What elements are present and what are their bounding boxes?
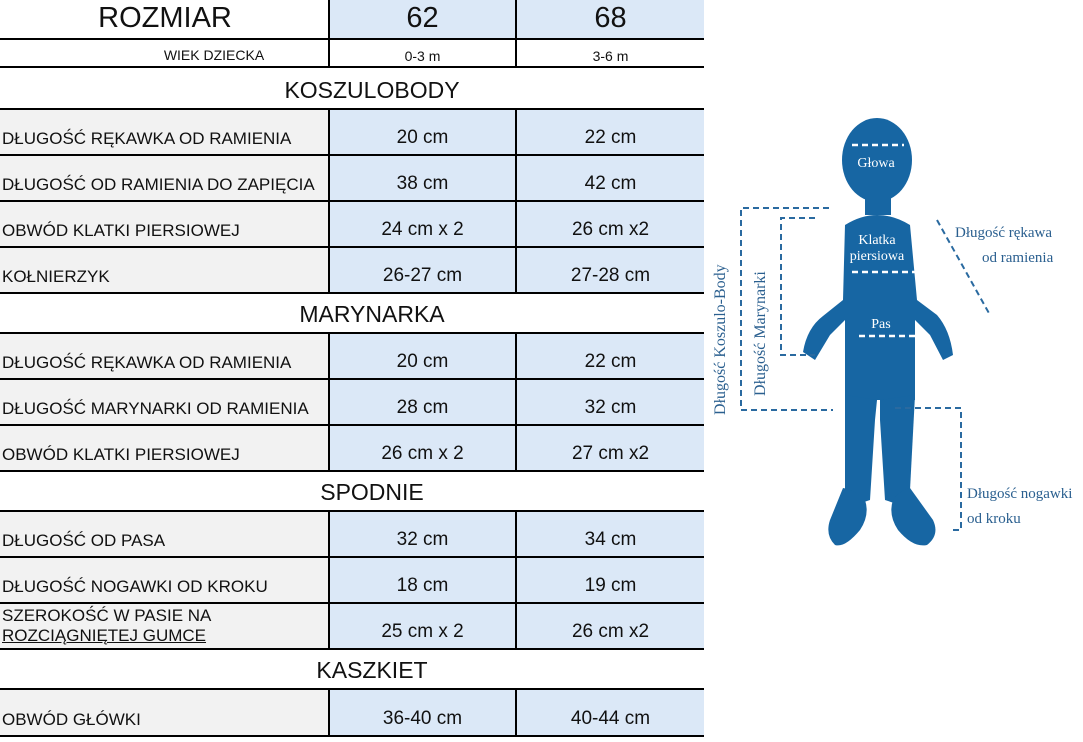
age-62: 0-3 m [330, 40, 517, 66]
row-label: DŁUGOŚĆ OD RAMIENIA DO ZAPIĘCIA [0, 156, 330, 200]
table-row [0, 248, 704, 294]
table-row [0, 334, 704, 380]
table-row [0, 156, 704, 202]
value-68: 27-28 cm [517, 248, 704, 292]
row-label: KOŁNIERZYK [0, 248, 330, 292]
section-title-spodnie: SPODNIE [0, 472, 704, 512]
age-label: WIEK DZIECKA [0, 40, 330, 66]
value-68: 22 cm [517, 110, 704, 154]
chest-label-line1: Klatka [858, 233, 896, 248]
value-62: 25 cm x 2 [330, 604, 517, 648]
row-label: DŁUGOŚĆ OD PASA [0, 512, 330, 556]
value-62: 24 cm x 2 [330, 202, 517, 246]
section-title-marynarka: MARYNARKA [0, 294, 704, 334]
row-label: DŁUGOŚĆ NOGAWKI OD KROKU [0, 558, 330, 602]
value-62: 38 cm [330, 156, 517, 200]
baby-measurement-diagram [705, 0, 1083, 737]
section-title-koszulobody: KOSZULOBODY [0, 68, 704, 110]
value-68: 26 cm x2 [517, 202, 704, 246]
section-title-kaszkiet: KASZKIET [0, 650, 704, 690]
value-68: 22 cm [517, 334, 704, 378]
value-62: 26-27 cm [330, 248, 517, 292]
chest-label-line2: piersiowa [849, 249, 905, 264]
table-row [0, 512, 704, 558]
value-68: 19 cm [517, 558, 704, 602]
value-62: 32 cm [330, 512, 517, 556]
value-62: 26 cm x 2 [330, 426, 517, 470]
age-68: 3-6 m [517, 40, 704, 66]
value-62: 28 cm [330, 380, 517, 424]
value-68: 42 cm [517, 156, 704, 200]
value-62: 20 cm [330, 110, 517, 154]
jacket-length-label: Długość Marynarki [752, 271, 769, 396]
row-label: DŁUGOŚĆ RĘKAWKA OD RAMIENIA [0, 110, 330, 154]
leg-label-line1: Długość nogawki [967, 486, 1073, 502]
row-label: OBWÓD GŁÓWKI [0, 690, 330, 735]
table-row [0, 558, 704, 604]
value-62: 20 cm [330, 334, 517, 378]
header-row [0, 0, 704, 40]
body-length-label: Długość Koszulo-Body [712, 264, 729, 415]
row-label-line-2: ROZCIĄGNIĘTEJ GUMCE [2, 626, 207, 645]
table-row [0, 604, 704, 650]
sleeve-label-line2: od ramienia [982, 250, 1054, 266]
table-row [0, 110, 704, 156]
row-label-line-1: SZEROKOŚĆ W PASIE NA [2, 606, 212, 625]
sleeve-label-line1: Długość rękawa [955, 225, 1053, 241]
head-label: Głowa [857, 156, 895, 171]
value-68: 26 cm x2 [517, 604, 704, 648]
row-label: OBWÓD KLATKI PIERSIOWEJ [0, 426, 330, 470]
value-68: 27 cm x2 [517, 426, 704, 470]
value-62: 36-40 cm [330, 690, 517, 735]
table-row [0, 690, 704, 737]
table-row [0, 380, 704, 426]
value-68: 40-44 cm [517, 690, 704, 735]
row-label [0, 604, 330, 648]
baby-silhouette-icon [705, 0, 1083, 737]
value-68: 34 cm [517, 512, 704, 556]
size-header-label: ROZMIAR [0, 0, 330, 38]
row-label: DŁUGOŚĆ MARYNARKI OD RAMIENIA [0, 380, 330, 424]
row-label: DŁUGOŚĆ RĘKAWKA OD RAMIENIA [0, 334, 330, 378]
value-62: 18 cm [330, 558, 517, 602]
row-label: OBWÓD KLATKI PIERSIOWEJ [0, 202, 330, 246]
size-62-header: 62 [330, 0, 517, 38]
leg-label-line2: od kroku [967, 511, 1021, 527]
table-row [0, 426, 704, 472]
age-row [0, 40, 704, 68]
value-68: 32 cm [517, 380, 704, 424]
size-68-header: 68 [517, 0, 704, 38]
table-row [0, 202, 704, 248]
waist-label: Pas [871, 317, 891, 332]
